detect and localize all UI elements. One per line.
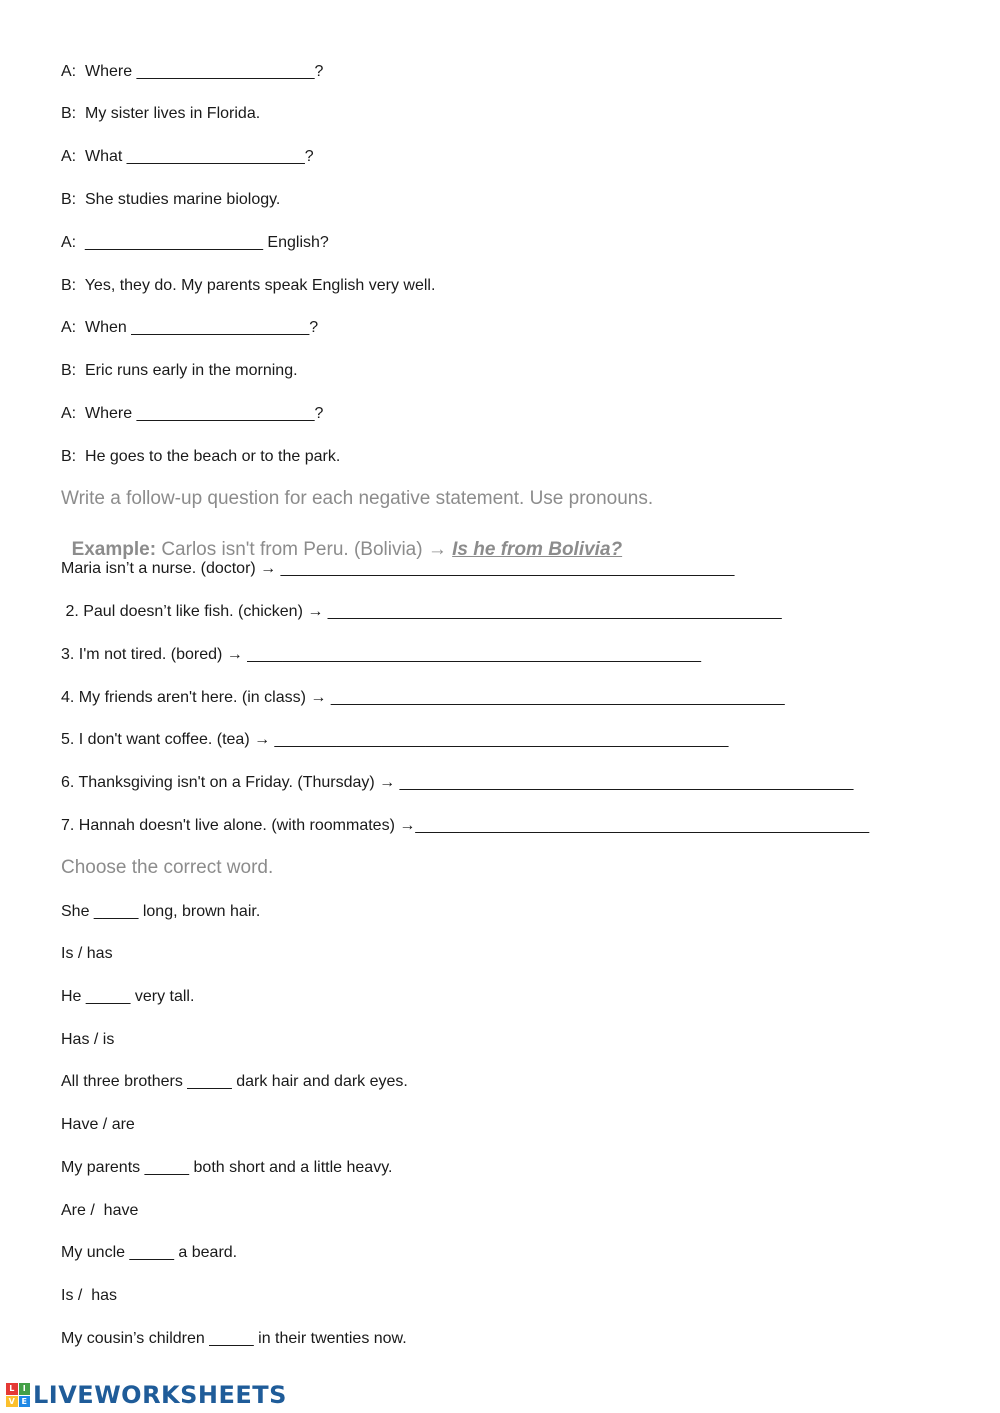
dialogue-line-6: B: Yes, they do. My parents speak English very well. [61,277,436,294]
example-text: Carlos isn't from Peru. (Bolivia) → [156,539,453,560]
dialogue-line-2: B: My sister lives in Florida. [61,105,261,122]
choice-sentence-2: He _____ very tall. [61,988,195,1005]
section2-example [61,514,622,562]
choice-sentence-6: My cousin’s children _____ in their twenties now. [61,1330,407,1347]
followup-item-5: 5. I don't want coffee. (tea) → ___________________________________________________ [61,731,729,748]
dialogue-line-7: A: When ____________________? [61,319,319,336]
section3-instruction: Choose the correct word. [61,857,274,878]
followup-item-6: 6. Thanksgiving isn't on a Friday. (Thursday) → ___________________________________________________ [61,774,854,791]
choice-sentence-4: My parents _____ both short and a little heavy. [61,1159,393,1176]
logo-mark-icon [6,1383,30,1407]
example-answer: Is he from Bolivia? [452,539,623,560]
dialogue-line-1: A: Where ____________________? [61,63,324,80]
choice-options-4: Are / have [61,1202,139,1219]
logo-letter-v: V [6,1396,18,1408]
dialogue-line-4: B: She studies marine biology. [61,191,281,208]
logo-letter-l: L [6,1383,18,1395]
dialogue-line-9: A: Where ____________________? [61,405,324,422]
dialogue-line-3: A: What ____________________? [61,148,314,165]
followup-item-4: 4. My friends aren't here. (in class) → ___________________________________________________ [61,689,785,706]
dialogue-line-8: B: Eric runs early in the morning. [61,362,298,379]
choice-options-2: Has / is [61,1031,115,1048]
choice-options-5: Is / has [61,1287,118,1304]
logo-letter-i: I [19,1383,31,1395]
liveworksheets-logo [6,1380,287,1410]
logo-text: LIVEWORKSHEETS [33,1381,287,1409]
choice-sentence-1: She _____ long, brown hair. [61,903,261,920]
example-label: Example: [71,539,157,560]
dialogue-line-5: A: ____________________ English? [61,234,329,251]
followup-item-1: Maria isn’t a nurse. (doctor) → ___________________________________________________ [61,560,735,577]
followup-item-3: 3. I'm not tired. (bored) → ___________________________________________________ [61,646,702,663]
dialogue-line-10: B: He goes to the beach or to the park. [61,448,341,465]
followup-item-2: 2. Paul doesn’t like fish. (chicken) → ___________________________________________________ [61,603,782,620]
logo-letter-e: E [19,1396,31,1408]
choice-options-3: Have / are [61,1116,135,1133]
followup-item-7: 7. Hannah doesn't live alone. (with roommates) →___________________________________________________ [61,817,870,834]
section2-instruction: Write a follow-up question for each negative statement. Use pronouns. [61,488,654,509]
choice-options-1: Is / has [61,945,113,962]
choice-sentence-5: My uncle _____ a beard. [61,1244,238,1261]
choice-sentence-3: All three brothers _____ dark hair and dark eyes. [61,1073,408,1090]
